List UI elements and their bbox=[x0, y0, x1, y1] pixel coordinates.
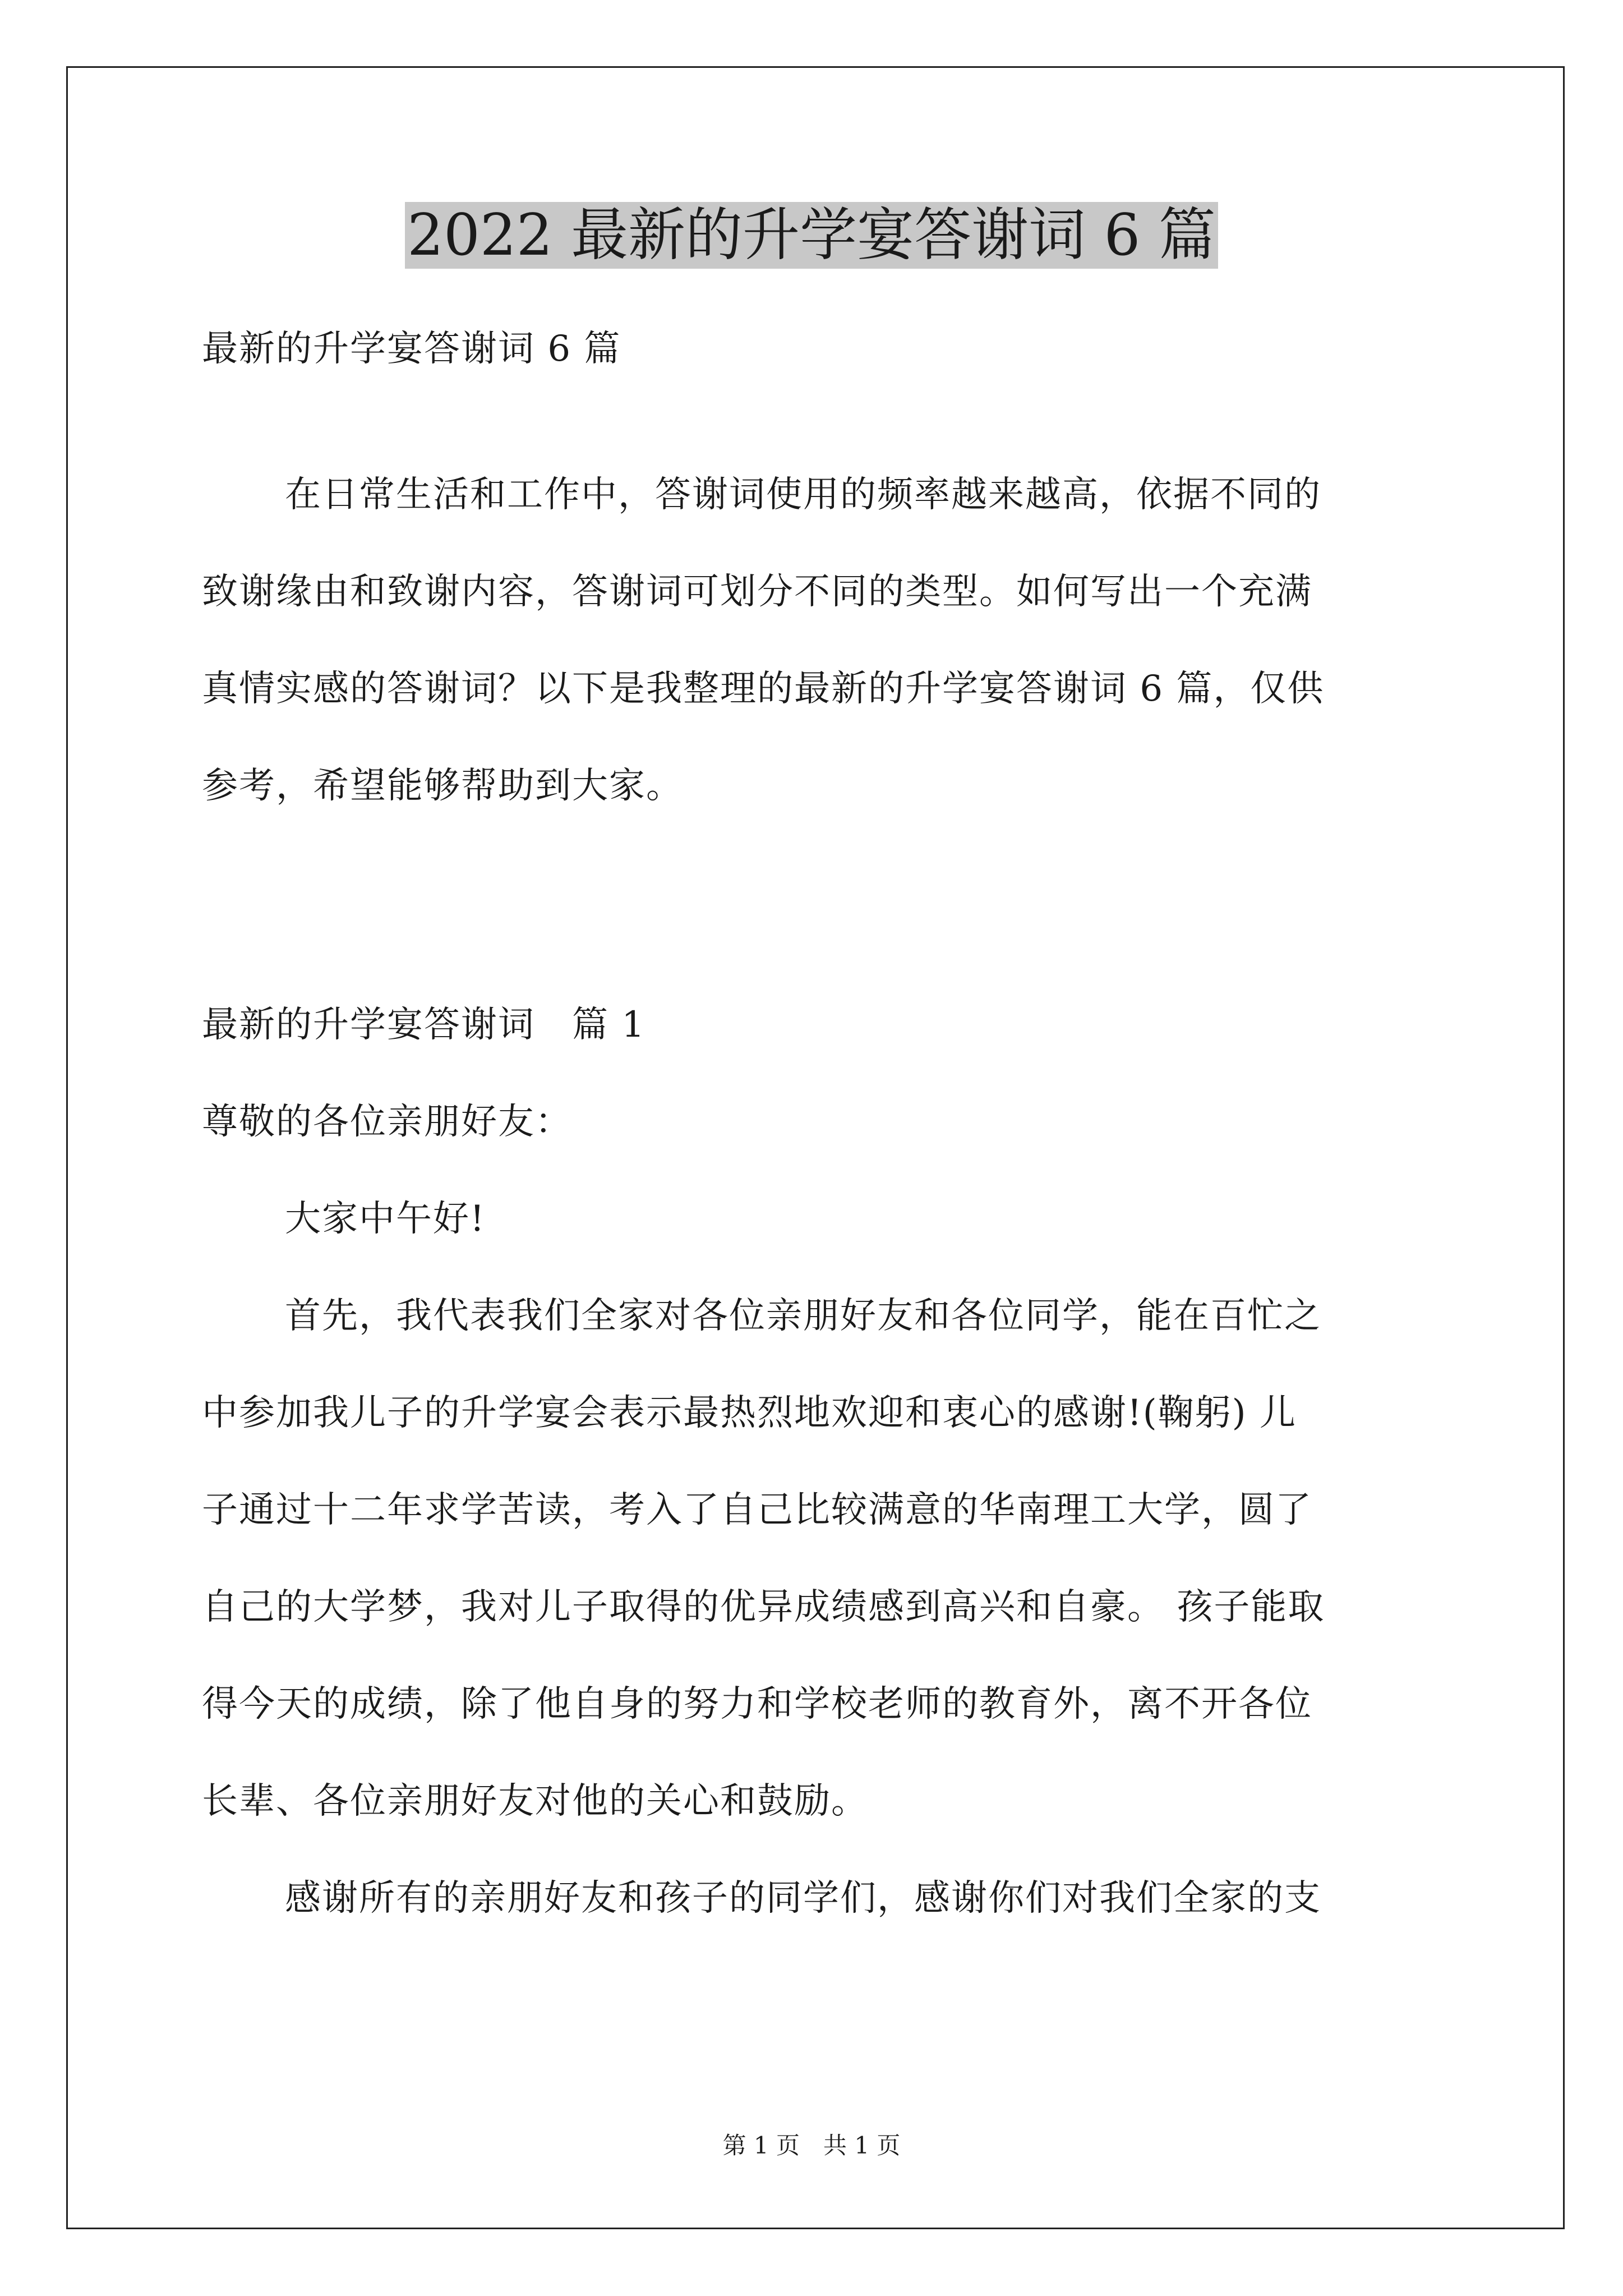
body-line: 子通过十二年求学苦读，考入了自己比较满意的华南理工大学，圆了 bbox=[202, 1489, 1312, 1531]
intro-line: 参考，希望能够帮助到大家。 bbox=[202, 765, 683, 807]
intro-line: 在日常生活和工作中，答谢词使用的频率越来越高，依据不同的 bbox=[285, 474, 1321, 516]
intro-line: 真情实感的答谢词？以下是我整理的最新的升学宴答谢词 6 篇，仅供 bbox=[202, 668, 1325, 710]
body-line: 首先，我代表我们全家对各位亲朋好友和各位同学，能在百忙之 bbox=[285, 1295, 1321, 1337]
page-footer: 第 1 页 共 1 页 bbox=[722, 2132, 901, 2159]
body-line: 长辈、各位亲朋好友对他的关心和鼓励。 bbox=[202, 1780, 868, 1822]
document-title-text: 2022 最新的升学宴答谢词 6 篇 bbox=[405, 202, 1218, 269]
body-line: 中参加我儿子的升学宴会表示最热烈地欢迎和衷心的感谢!(鞠躬) 儿 bbox=[202, 1392, 1297, 1434]
salutation: 尊敬的各位亲朋好友： bbox=[202, 1101, 572, 1143]
body-line: 自己的大学梦，我对儿子取得的优异成绩感到高兴和自豪。 孩子能取 bbox=[202, 1586, 1325, 1628]
body-line: 得今天的成绩，除了他自身的努力和学校老师的教育外，离不开各位 bbox=[202, 1683, 1312, 1725]
document-title bbox=[0, 199, 1623, 272]
body-line: 感谢所有的亲朋好友和孩子的同学们，感谢你们对我们全家的支 bbox=[285, 1878, 1321, 1919]
intro-line: 致谢缘由和致谢内容，答谢词可划分不同的类型。如何写出一个充满 bbox=[202, 571, 1312, 613]
document-subtitle: 最新的升学宴答谢词 6 篇 bbox=[202, 328, 621, 370]
greeting: 大家中午好! bbox=[285, 1198, 486, 1240]
section-heading: 最新的升学宴答谢词 篇 1 bbox=[202, 1004, 646, 1046]
